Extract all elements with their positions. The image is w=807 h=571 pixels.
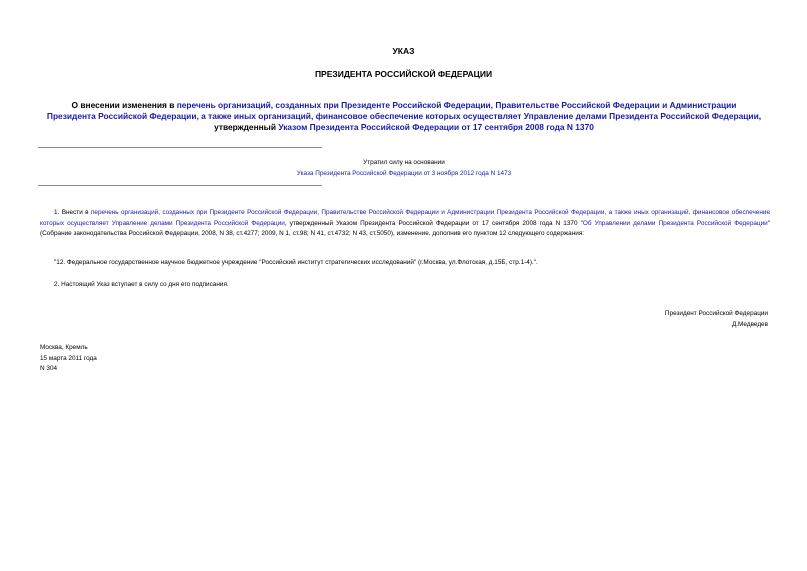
subject-prefix: О внесении изменения в [71, 100, 177, 110]
signing-place: Москва, Кремль [40, 344, 88, 351]
subject-middle: , утвержденный [214, 111, 762, 132]
paragraph-1-organizations-link[interactable]: перечень организаций, созданных при Президенте Российской Федерации, Правительстве Российской Федерации и Администрации Президента Российской Федерации, а также иных организаций, финансовое обеспечение которых осуществляет Управление делами Президента Российской Федерации [40, 209, 770, 227]
paragraph-1 [40, 208, 770, 240]
signatory-name: Д.Медведев [731, 321, 768, 328]
document-type-title: УКАЗ [392, 46, 415, 56]
paragraph-1-prefix: 1. Внести в [54, 209, 91, 216]
divider-top [38, 147, 322, 148]
lost-force-label: Утратил силу на основании [363, 159, 445, 166]
signatory-position: Президент Российской Федерации [664, 310, 768, 317]
decree-1473-link[interactable]: Указа Президента Российской Федерации от 3 ноября 2012 года N 1473 [296, 170, 512, 177]
paragraph-2: 2. Настоящий Указ вступает в силу со дня его подписания. [54, 281, 229, 288]
signing-date: 15 марта 2011 года [40, 355, 97, 362]
administration-affairs-link[interactable]: Об Управлении делами Президента Российской Федерации [582, 219, 768, 227]
paragraph-1-middle: , утвержденный Указом Президента Российской Федерации от 17 сентября 2008 года N 1370 " [284, 219, 583, 227]
issuer-title: ПРЕЗИДЕНТА РОССИЙСКОЙ ФЕДЕРАЦИИ [314, 69, 493, 79]
decree-subject-heading [46, 100, 762, 133]
divider-bottom [38, 185, 322, 186]
decree-1370-link[interactable]: Указом Президента Российской Федерации от 17 сентября 2008 года N 1370 [278, 122, 594, 132]
paragraph-1-suffix: " (Собрание законодательства Российской Федерации, 2008, N 38, ст.4277; 2009, N 1, ст.98; N 41, ст.4732; N 43, ст.5050), изменение, дополнив его пунктом 12 следующего содержания: [40, 219, 771, 237]
decree-number: N 304 [40, 365, 58, 372]
organizations-list-link[interactable]: перечень организаций, созданных при Президенте Российской Федерации, Правительстве Российской Федерации и Администрации Президента Российской Федерации, а также иных организаций, финансовое обеспечение которых осуществляет Управление делами Президента Российской Федерации [46, 100, 759, 121]
paragraph-item-12: "12. Федеральное государственное научное бюджетное учреждение "Российский институт стратегических исследований" (г.Москва, ул.Флотская, д.15Б, стр.1-4).". [54, 259, 538, 266]
